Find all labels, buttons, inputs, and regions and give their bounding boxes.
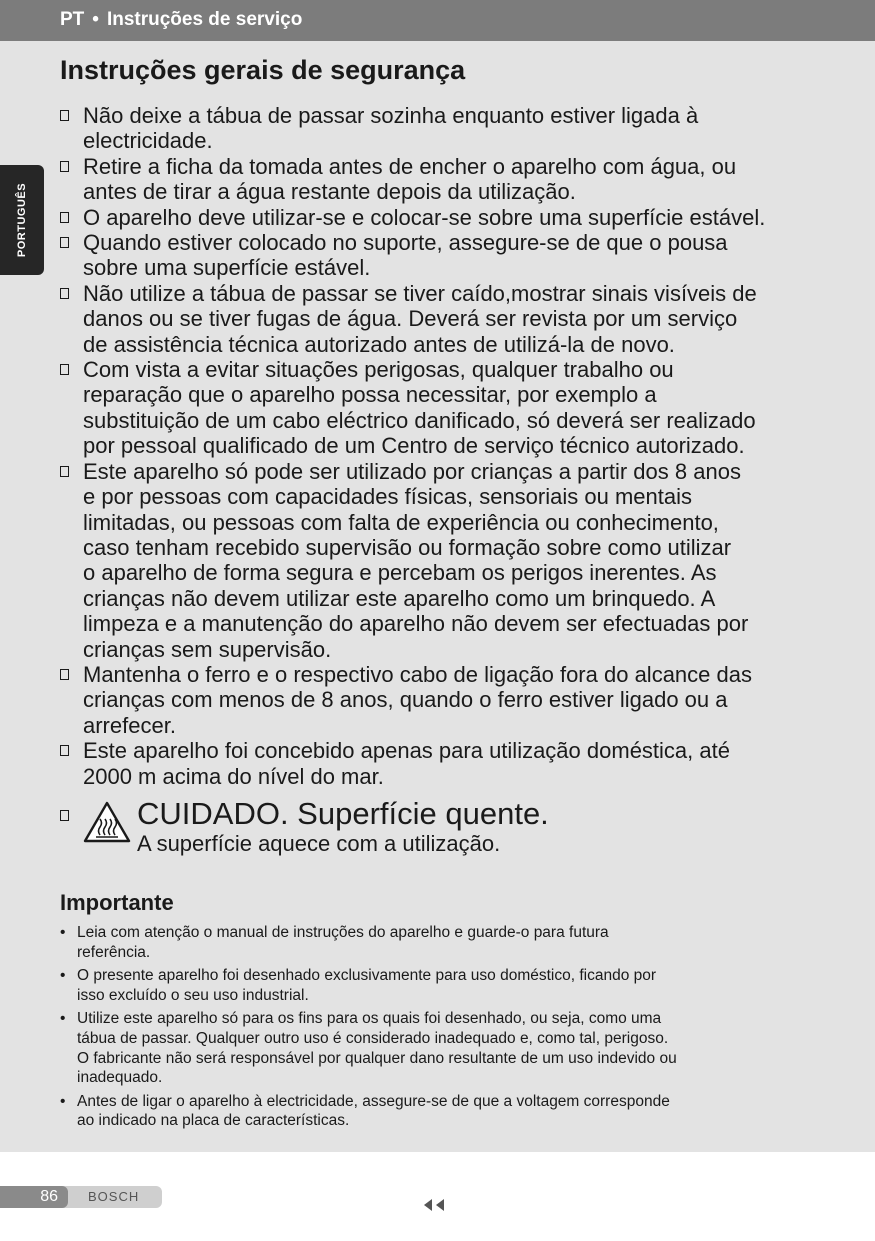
checkbox-bullet-icon: [60, 669, 69, 680]
safety-item-line: antes de tirar a água restante depois da utilização.: [83, 179, 576, 205]
safety-item-line: o aparelho de forma segura e percebam os perigos inerentes. As: [83, 560, 717, 586]
safety-item-line: Este aparelho só pode ser utilizado por crianças a partir dos 8 anos: [83, 458, 741, 484]
safety-item-line: limpeza e a manutenção do aparelho não devem ser efectuadas por: [83, 611, 749, 637]
safety-item: [60, 459, 820, 662]
safety-item-line: Este aparelho foi concebido apenas para utilização doméstica, até: [83, 738, 730, 764]
safety-item: [60, 154, 820, 205]
safety-title: Instruções gerais de segurança: [60, 55, 466, 85]
important-item: [60, 966, 820, 1005]
hot-surface-warning-icon: [83, 801, 131, 843]
important-item-line: Utilize este aparelho só para os fins para os quais foi desenhado, ou seja, como uma: [77, 1010, 662, 1028]
safety-item-line: arrefecer.: [83, 712, 176, 738]
safety-item-line: caso tenham recebido supervisão ou formação sobre como utilizar: [83, 534, 732, 560]
double-left-arrow-icon[interactable]: [423, 1198, 447, 1212]
safety-item-line: limitadas, ou pessoas com falta de experiência ou conhecimento,: [83, 509, 719, 535]
safety-item-line: Mantenha o ferro e o respectivo cabo de ligação fora do alcance das: [83, 661, 752, 687]
safety-list: [60, 103, 820, 789]
checkbox-bullet-icon: [60, 364, 69, 375]
bullet-icon: •: [60, 1092, 66, 1110]
safety-item-line: reparação que o aparelho possa necessitar, por exemplo a: [83, 382, 657, 408]
header-bar: [0, 0, 875, 41]
safety-item: [60, 205, 820, 230]
safety-item: [60, 103, 820, 154]
safety-item-line: de assistência técnica autorizado antes de utilizá-la de novo.: [83, 331, 675, 357]
important-item-line: referência.: [77, 943, 151, 961]
important-item: [60, 923, 820, 962]
page-number: 86: [0, 1186, 68, 1208]
important-item-line: O fabricante não será responsável por qualquer dano resultante de um uso indevido ou: [77, 1049, 677, 1067]
important-item-line: tábua de passar. Qualquer outro uso é considerado inadequado e, como tal, perigoso.: [77, 1029, 669, 1047]
important-item-line: Antes de ligar o aparelho à electricidade, assegure-se de que a voltagem corresponde: [77, 1092, 670, 1110]
safety-item-line: Com vista a evitar situações perigosas, qualquer trabalho ou: [83, 357, 674, 383]
safety-item-line: crianças com menos de 8 anos, quando o ferro estiver ligado ou a: [83, 687, 728, 713]
safety-item: [60, 230, 820, 281]
brand-name: BOSCH: [88, 1189, 140, 1204]
safety-item-line: crianças sem supervisão.: [83, 636, 332, 662]
checkbox-bullet-icon: [60, 466, 69, 477]
safety-item-line: Não deixe a tábua de passar sozinha enquanto estiver ligada à: [83, 103, 699, 128]
important-item-line: inadequado.: [77, 1069, 163, 1087]
checkbox-bullet-icon: [60, 810, 69, 821]
header-lang-code: PT: [60, 9, 85, 30]
important-item-line: isso excluído o seu uso industrial.: [77, 986, 309, 1004]
checkbox-bullet-icon: [60, 745, 69, 756]
checkbox-bullet-icon: [60, 237, 69, 248]
checkbox-bullet-icon: [60, 161, 69, 172]
header-separator: •: [92, 9, 99, 30]
important-item: [60, 1009, 820, 1087]
bullet-icon: •: [60, 1010, 66, 1028]
safety-item-line: sobre uma superfície estável.: [83, 255, 371, 281]
safety-item: [60, 738, 820, 789]
safety-item-line: O aparelho deve utilizar-se e colocar-se sobre uma superfície estável.: [83, 204, 766, 230]
checkbox-bullet-icon: [60, 288, 69, 299]
caution-text: [137, 797, 549, 856]
safety-item-line: substituição de um cabo eléctrico danificado, só deverá ser realizado: [83, 407, 756, 433]
safety-item-line: e por pessoas com capacidades físicas, sensoriais ou mentais: [83, 484, 692, 510]
caution-title: CUIDADO. Superfície quente.: [137, 795, 549, 831]
main-content: [60, 52, 820, 1135]
important-title: Importante: [60, 889, 174, 915]
important-list: [60, 923, 820, 1131]
safety-item-line: electricidade.: [83, 128, 213, 154]
checkbox-bullet-icon: [60, 110, 69, 121]
header-title: [60, 9, 302, 31]
safety-item: [60, 281, 820, 357]
important-item-line: O presente aparelho foi desenhado exclusivamente para uso doméstico, ficando por: [77, 967, 657, 985]
safety-item-line: por pessoal qualificado de um Centro de serviço técnico autorizado.: [83, 433, 745, 459]
safety-item-line: Retire a ficha da tomada antes de encher o aparelho com água, ou: [83, 153, 737, 179]
safety-item-line: crianças não devem utilizar este aparelho como um brinquedo. A: [83, 585, 716, 611]
checkbox-bullet-icon: [60, 212, 69, 223]
language-side-tab-label: PORTUGUÊS: [16, 182, 28, 258]
safety-item-line: Não utilize a tábua de passar se tiver caído,mostrar sinais visíveis de: [83, 280, 757, 306]
important-item: [60, 1092, 820, 1131]
safety-item-line: danos ou se tiver fugas de água. Deverá ser revista por um serviço: [83, 306, 738, 332]
bullet-icon: •: [60, 923, 66, 941]
language-side-tab: [0, 165, 44, 275]
bullet-icon: •: [60, 967, 66, 985]
header-section: Instruções de serviço: [106, 9, 303, 30]
safety-item-line: 2000 m acima do nível do mar.: [83, 763, 384, 789]
caution-subtitle: A superfície aquece com a utilização.: [137, 830, 501, 856]
safety-item-line: Quando estiver colocado no suporte, assegure-se de que o pousa: [83, 230, 728, 256]
safety-item: [60, 357, 820, 459]
important-item-line: Leia com atenção o manual de instruções do aparelho e guarde-o para futura: [77, 923, 609, 941]
safety-item: [60, 662, 820, 738]
important-item-line: ao indicado na placa de características.: [77, 1112, 350, 1130]
caution-item: [60, 797, 820, 855]
